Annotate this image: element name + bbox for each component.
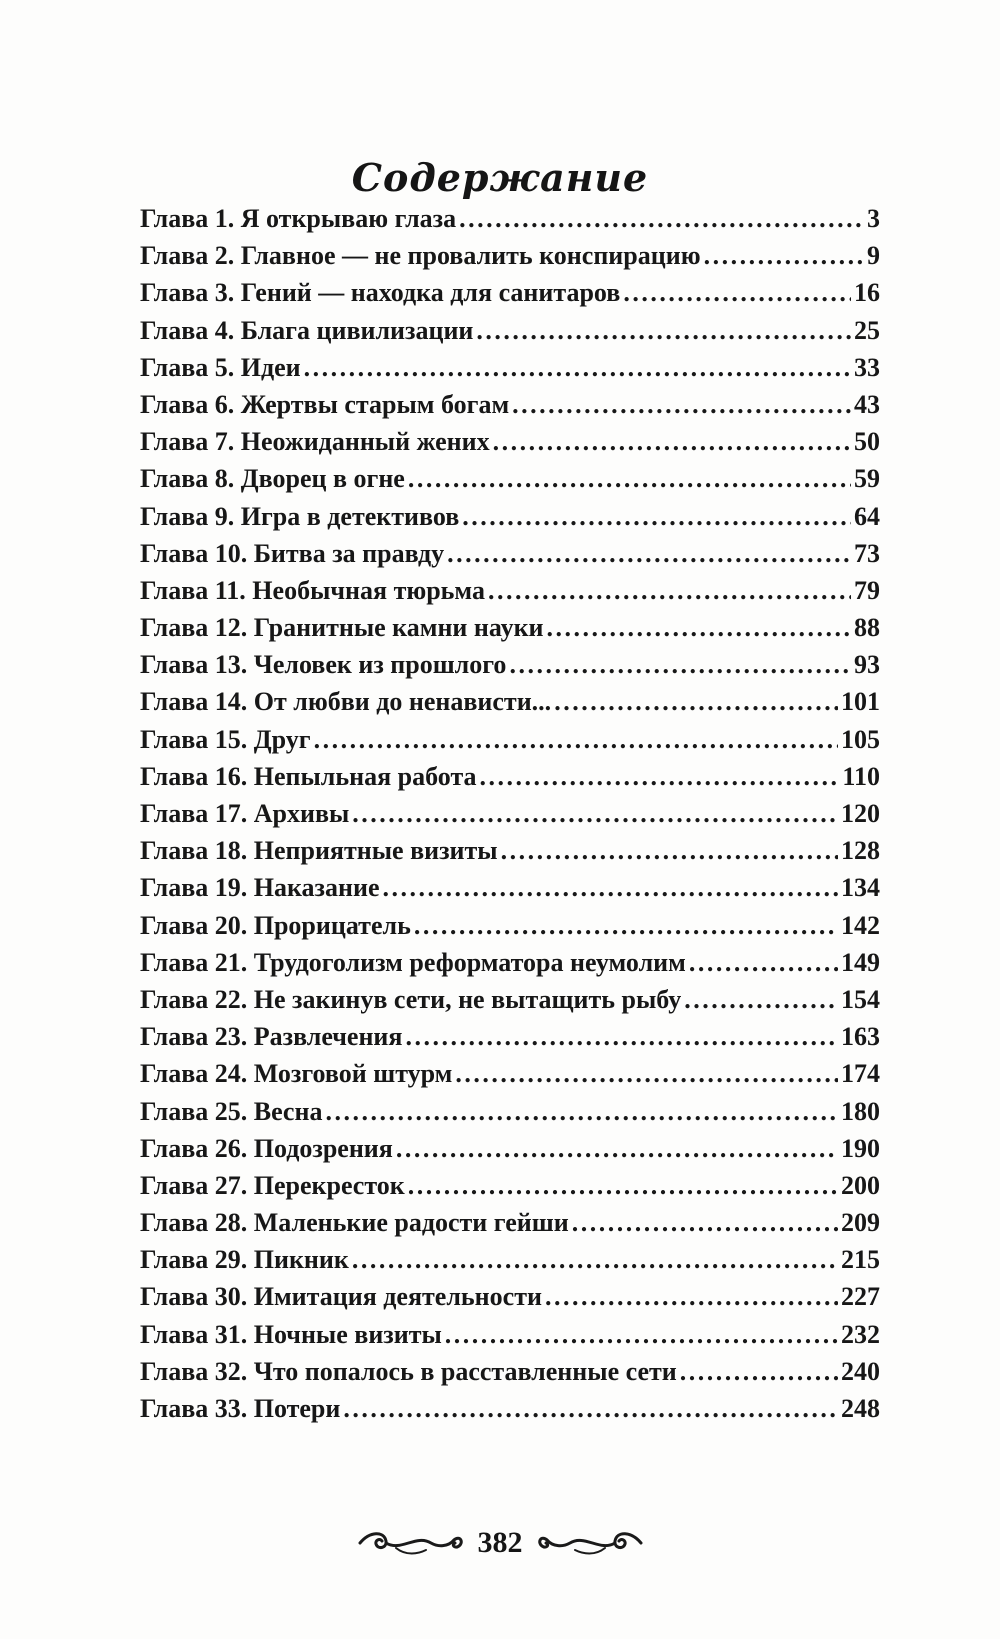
toc-leader-dots bbox=[545, 1282, 838, 1312]
toc-entry-title: Глава 31. Ночные визиты bbox=[140, 1319, 442, 1349]
toc-leader-dots bbox=[689, 948, 838, 978]
toc-entry-title: Глава 20. Прорицатель bbox=[140, 910, 411, 940]
toc-entry-page-number: 174 bbox=[841, 1059, 880, 1089]
toc-entry-page-number: 33 bbox=[854, 352, 880, 382]
toc-entry-title: Глава 2. Главное — не провалить конспирацию bbox=[140, 241, 701, 271]
toc-entry-title: Глава 10. Битва за правду bbox=[140, 538, 445, 568]
toc-entry bbox=[140, 204, 880, 241]
toc-leader-dots bbox=[314, 725, 838, 755]
toc-entry bbox=[140, 873, 880, 910]
toc-entry-page-number: 200 bbox=[841, 1170, 880, 1200]
toc-entry bbox=[140, 725, 880, 762]
toc-entry-page-number: 227 bbox=[841, 1282, 880, 1312]
toc-leader-dots bbox=[383, 873, 839, 903]
scroll-ornament-icon bbox=[535, 1528, 645, 1558]
toc-leader-dots bbox=[445, 1320, 838, 1350]
toc-entry bbox=[140, 1097, 880, 1134]
toc-leader-dots bbox=[512, 390, 851, 420]
toc-entry-title: Глава 21. Трудоголизм реформатора неумолим bbox=[140, 947, 686, 977]
toc-leader-dots bbox=[408, 464, 851, 494]
toc-entry-title: Глава 6. Жертвы старым богам bbox=[140, 389, 510, 419]
toc-entry-page-number: 93 bbox=[854, 650, 880, 680]
toc-leader-dots bbox=[405, 1022, 838, 1052]
toc-entry-page-number: 134 bbox=[841, 873, 880, 903]
toc-entry-page-number: 88 bbox=[854, 613, 880, 643]
toc-leader-dots bbox=[572, 1208, 838, 1238]
toc-entry-title: Глава 28. Маленькие радости гейши bbox=[140, 1208, 569, 1238]
scroll-ornament-icon bbox=[356, 1528, 466, 1558]
toc-entry bbox=[140, 650, 880, 687]
toc-leader-dots bbox=[462, 502, 851, 532]
toc-entry bbox=[140, 948, 880, 985]
toc-entry-page-number: 101 bbox=[841, 687, 880, 717]
toc-entry-page-number: 128 bbox=[841, 836, 880, 866]
toc-entry bbox=[140, 985, 880, 1022]
toc-entry-page-number: 64 bbox=[854, 501, 880, 531]
toc-leader-dots bbox=[352, 799, 838, 829]
toc-entry-title: Глава 1. Я открываю глаза bbox=[140, 204, 457, 233]
toc-entry bbox=[140, 1394, 880, 1431]
toc-entry bbox=[140, 799, 880, 836]
toc-leader-dots bbox=[304, 353, 851, 383]
toc-leader-dots bbox=[414, 911, 838, 941]
toc-entry bbox=[140, 316, 880, 353]
toc-leader-dots bbox=[408, 1171, 838, 1201]
toc-entry bbox=[140, 353, 880, 390]
toc-entry-title: Глава 18. Неприятные визиты bbox=[140, 836, 498, 866]
toc-entry bbox=[140, 539, 880, 576]
toc-entry-title: Глава 33. Потери bbox=[140, 1394, 341, 1423]
page-number: 382 bbox=[477, 1526, 523, 1559]
toc-entry bbox=[140, 911, 880, 948]
toc-entry-page-number: 180 bbox=[841, 1096, 880, 1126]
toc-entry-page-number: 163 bbox=[841, 1022, 880, 1052]
toc-entry-title: Глава 13. Человек из прошлого bbox=[140, 650, 507, 680]
toc-entry bbox=[140, 390, 880, 427]
toc-entry-title: Глава 17. Архивы bbox=[140, 799, 350, 828]
toc-entry-page-number: 209 bbox=[841, 1208, 880, 1238]
toc-entry bbox=[140, 836, 880, 873]
toc-entry-title: Глава 5. Идеи bbox=[140, 352, 301, 382]
toc-entry-page-number: 190 bbox=[841, 1133, 880, 1163]
toc-entry bbox=[140, 502, 880, 539]
toc-leader-dots bbox=[480, 762, 840, 792]
toc-leader-dots bbox=[554, 687, 838, 717]
toc-entry-title: Глава 32. Что попалось в расставленные сети bbox=[140, 1356, 677, 1386]
toc-entry-page-number: 50 bbox=[854, 427, 880, 457]
toc-entry-page-number: 248 bbox=[841, 1394, 880, 1423]
toc-entry-page-number: 110 bbox=[842, 761, 880, 791]
toc-entry-title: Глава 16. Непыльная работа bbox=[140, 761, 477, 791]
table-of-contents bbox=[140, 204, 880, 1431]
toc-entry bbox=[140, 464, 880, 501]
toc-entry-page-number: 105 bbox=[841, 724, 880, 754]
toc-leader-dots bbox=[684, 985, 838, 1015]
toc-entry bbox=[140, 762, 880, 799]
toc-leader-dots bbox=[396, 1134, 838, 1164]
toc-leader-dots bbox=[459, 204, 864, 234]
toc-entry-page-number: 149 bbox=[841, 947, 880, 977]
toc-entry-title: Глава 26. Подозрения bbox=[140, 1133, 393, 1163]
toc-entry-title: Глава 22. Не закинув сети, не вытащить рыбу bbox=[140, 984, 682, 1014]
toc-entry bbox=[140, 1357, 880, 1394]
toc-leader-dots bbox=[476, 316, 851, 346]
toc-leader-dots bbox=[488, 576, 851, 606]
toc-leader-dots bbox=[343, 1394, 838, 1424]
toc-entry-page-number: 79 bbox=[854, 575, 880, 605]
toc-entry-page-number: 215 bbox=[841, 1245, 880, 1275]
toc-leader-dots bbox=[325, 1097, 838, 1127]
toc-entry-title: Глава 12. Гранитные камни науки bbox=[140, 613, 544, 643]
toc-entry-title: Глава 4. Блага цивилизации bbox=[140, 315, 474, 345]
toc-leader-dots bbox=[493, 427, 851, 457]
toc-entry-title: Глава 3. Гений — находка для санитаров bbox=[140, 278, 621, 308]
toc-entry-page-number: 25 bbox=[854, 315, 880, 345]
toc-leader-dots bbox=[509, 650, 851, 680]
toc-entry-page-number: 16 bbox=[854, 278, 880, 308]
toc-leader-dots bbox=[455, 1059, 838, 1089]
toc-entry-title: Глава 7. Неожиданный жених bbox=[140, 427, 490, 457]
toc-entry-title: Глава 30. Имитация деятельности bbox=[140, 1282, 542, 1312]
toc-entry bbox=[140, 427, 880, 464]
toc-entry bbox=[140, 241, 880, 278]
toc-entry-page-number: 3 bbox=[867, 204, 880, 233]
toc-entry-page-number: 142 bbox=[841, 910, 880, 940]
toc-leader-dots bbox=[447, 539, 851, 569]
toc-entry-page-number: 240 bbox=[841, 1356, 880, 1386]
toc-leader-dots bbox=[704, 241, 864, 271]
toc-entry-page-number: 232 bbox=[841, 1319, 880, 1349]
toc-entry bbox=[140, 278, 880, 315]
toc-entry-title: Глава 14. От любви до ненависти... bbox=[140, 687, 552, 717]
toc-entry-page-number: 9 bbox=[867, 241, 880, 271]
toc-entry-page-number: 59 bbox=[854, 464, 880, 494]
toc-entry bbox=[140, 1208, 880, 1245]
toc-entry-page-number: 154 bbox=[841, 984, 880, 1014]
toc-entry bbox=[140, 1059, 880, 1096]
toc-entry bbox=[140, 687, 880, 724]
toc-entry bbox=[140, 1022, 880, 1059]
toc-entry-page-number: 43 bbox=[854, 389, 880, 419]
toc-entry bbox=[140, 1245, 880, 1282]
toc-entry-title: Глава 19. Наказание bbox=[140, 873, 380, 903]
toc-entry-title: Глава 23. Развлечения bbox=[140, 1022, 403, 1052]
toc-entry-page-number: 73 bbox=[854, 538, 880, 568]
toc-entry-title: Глава 9. Игра в детективов bbox=[140, 501, 460, 531]
toc-leader-dots bbox=[352, 1245, 838, 1275]
toc-entry bbox=[140, 576, 880, 613]
toc-entry bbox=[140, 1134, 880, 1171]
toc-entry bbox=[140, 1320, 880, 1357]
page-title: Содержание bbox=[351, 155, 649, 201]
toc-entry bbox=[140, 613, 880, 650]
toc-entry-title: Глава 27. Перекресток bbox=[140, 1170, 405, 1200]
toc-leader-dots bbox=[501, 836, 838, 866]
toc-leader-dots bbox=[680, 1357, 838, 1387]
toc-leader-dots bbox=[547, 613, 851, 643]
toc-leader-dots bbox=[623, 278, 851, 308]
toc-entry-title: Глава 29. Пикник bbox=[140, 1245, 349, 1275]
page-footer bbox=[0, 1526, 1000, 1560]
toc-entry-page-number: 120 bbox=[841, 799, 880, 828]
toc-entry bbox=[140, 1171, 880, 1208]
toc-entry bbox=[140, 1282, 880, 1319]
toc-entry-title: Глава 15. Друг bbox=[140, 724, 311, 754]
toc-entry-title: Глава 25. Весна bbox=[140, 1096, 323, 1126]
toc-entry-title: Глава 11. Необычная тюрьма bbox=[140, 575, 485, 605]
toc-entry-title: Глава 8. Дворец в огне bbox=[140, 464, 405, 494]
toc-entry-title: Глава 24. Мозговой штурм bbox=[140, 1059, 453, 1089]
